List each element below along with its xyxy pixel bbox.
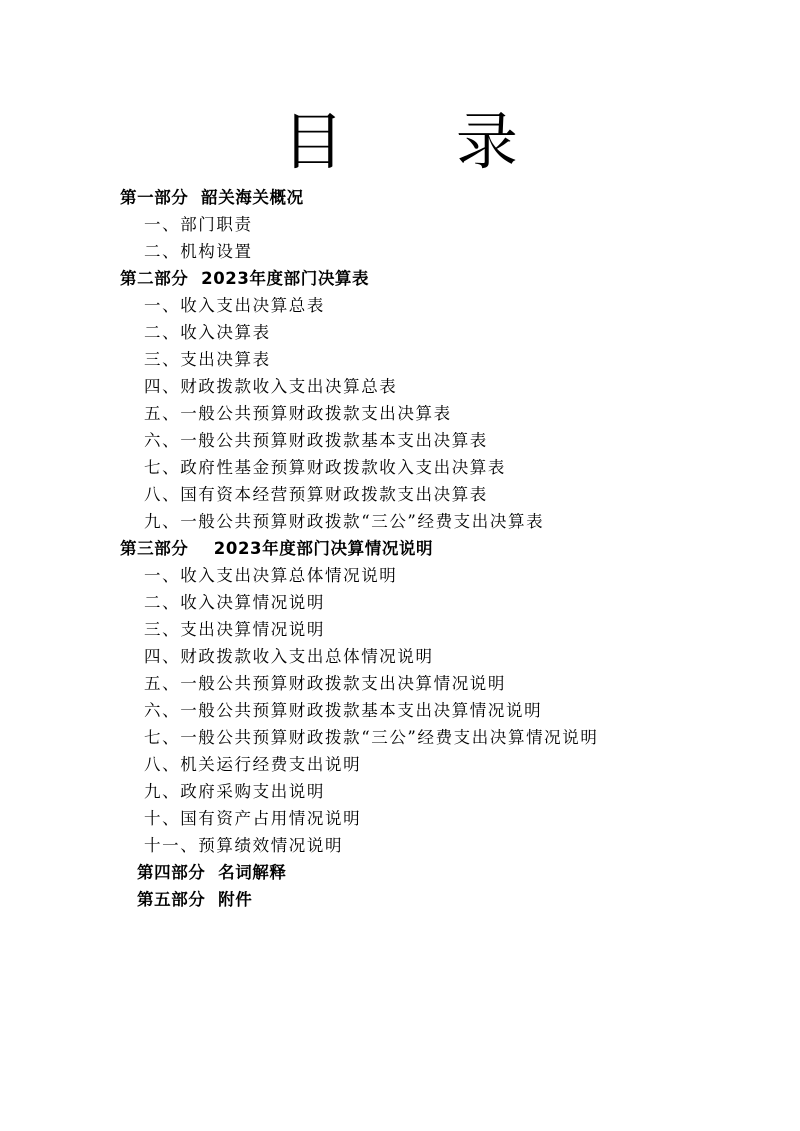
toc-part-3[interactable] xyxy=(120,535,760,562)
toc-item[interactable]: 三、支出决算情况说明 xyxy=(144,620,325,639)
part-title: 2023年度部门决算情况说明 xyxy=(213,539,434,558)
toc-item[interactable]: 十一、预算绩效情况说明 xyxy=(144,836,344,855)
part-label: 第五部分 xyxy=(137,890,206,909)
toc-item[interactable]: 九、政府采购支出说明 xyxy=(144,782,325,801)
toc-item[interactable]: 二、收入决算情况说明 xyxy=(144,593,325,612)
part-label: 第二部分 xyxy=(120,269,189,288)
toc-item[interactable]: 一、部门职责 xyxy=(144,215,253,234)
toc-item[interactable]: 六、一般公共预算财政拨款基本支出决算表 xyxy=(144,431,488,450)
toc-item[interactable]: 五、一般公共预算财政拨款支出决算表 xyxy=(144,404,452,423)
toc-part-2[interactable] xyxy=(120,265,760,292)
toc-item[interactable]: 一、收入支出决算总表 xyxy=(144,296,325,315)
toc-item[interactable]: 七、一般公共预算财政拨款“三公”经费支出决算情况说明 xyxy=(144,728,599,747)
toc-item[interactable]: 三、支出决算表 xyxy=(144,350,271,369)
toc-item[interactable]: 八、国有资本经营预算财政拨款支出决算表 xyxy=(144,485,488,504)
part-title: 韶关海关概况 xyxy=(201,188,304,207)
toc-item[interactable]: 八、机关运行经费支出说明 xyxy=(144,755,362,774)
toc-item[interactable]: 七、政府性基金预算财政拨款收入支出决算表 xyxy=(144,458,506,477)
part-title: 2023年度部门决算表 xyxy=(201,269,370,288)
toc-item[interactable]: 二、机构设置 xyxy=(144,242,253,261)
toc-part-4[interactable] xyxy=(120,859,760,886)
part-label: 第一部分 xyxy=(120,188,189,207)
toc-part-1[interactable] xyxy=(120,184,760,211)
toc-item[interactable]: 二、收入决算表 xyxy=(144,323,271,342)
toc-part-5[interactable] xyxy=(120,886,760,913)
part-label: 第四部分 xyxy=(137,863,206,882)
toc-item[interactable]: 九、一般公共预算财政拨款“三公”经费支出决算表 xyxy=(144,512,545,531)
toc-item[interactable]: 四、财政拨款收入支出总体情况说明 xyxy=(144,647,434,666)
table-of-contents xyxy=(120,184,760,913)
page-title: 目 录 xyxy=(282,105,564,178)
toc-item[interactable]: 六、一般公共预算财政拨款基本支出决算情况说明 xyxy=(144,701,543,720)
toc-item[interactable]: 四、财政拨款收入支出决算总表 xyxy=(144,377,398,396)
part-title: 附件 xyxy=(218,890,253,909)
part-label: 第三部分 xyxy=(120,539,189,558)
toc-item[interactable]: 一、收入支出决算总体情况说明 xyxy=(144,566,398,585)
part-title: 名词解释 xyxy=(218,863,287,882)
toc-item[interactable]: 十、国有资产占用情况说明 xyxy=(144,809,362,828)
toc-item[interactable]: 五、一般公共预算财政拨款支出决算情况说明 xyxy=(144,674,506,693)
